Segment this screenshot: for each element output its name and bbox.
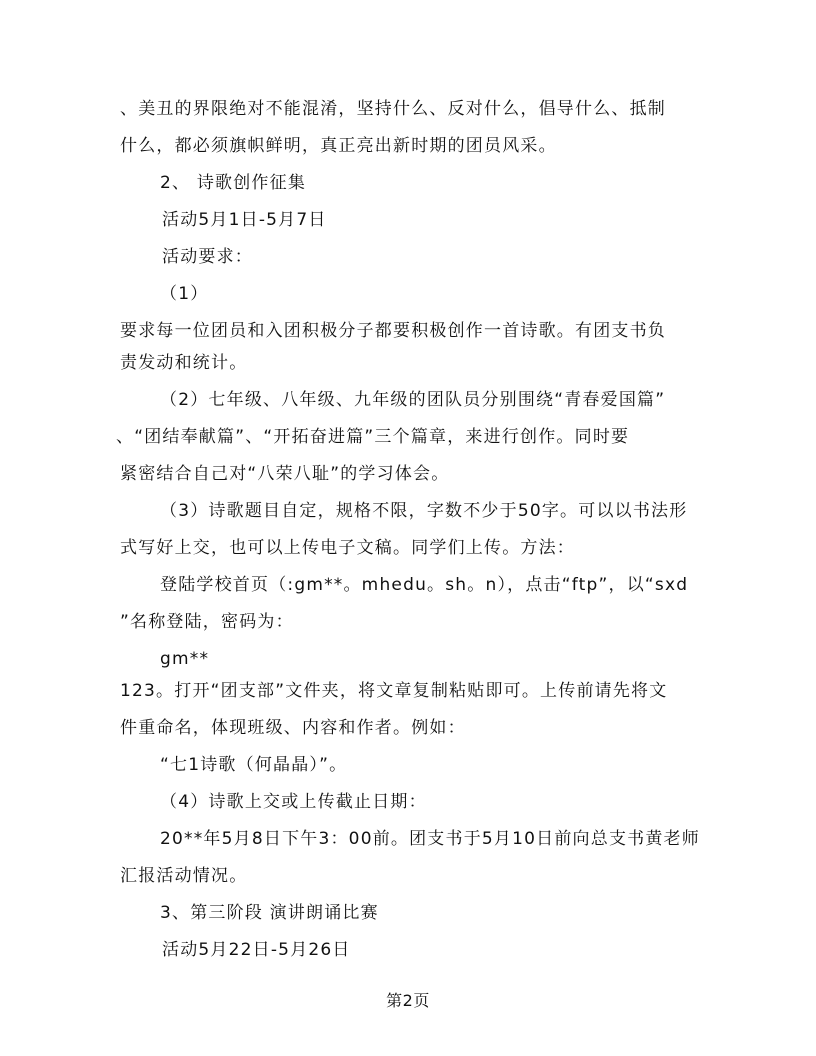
body-text-line: 式写好上交，也可以上传电子文稿。同学们上传。方法： (120, 538, 575, 558)
activity-dates: 活动5月1日-5月7日 (162, 210, 327, 230)
body-text-line: 汇报活动情况。 (120, 866, 248, 886)
body-text-line: 登陆学校首页（:gm**。mhedu。sh。n），点击“ftp”，以“sxd (160, 575, 689, 595)
body-text-line: 责发动和统计。 (120, 353, 248, 373)
section-heading: 3、第三阶段 演讲朗诵比赛 (160, 903, 379, 923)
body-text-line: 紧密结合自己对“八荣八耻”的学习体会。 (120, 464, 450, 484)
body-text-line: （4）诗歌上交或上传截止日期： (160, 792, 427, 812)
body-text-line: （2）七年级、八年级、九年级的团队员分别围绕“青春爱国篇” (160, 390, 666, 410)
requirements-label: 活动要求： (162, 247, 253, 267)
body-text-line: （3）诗歌题目自定，规格不限，字数不少于50字。可以以书法形 (160, 501, 688, 521)
body-text-line: ”名称登陆，密码为： (120, 612, 294, 632)
body-text-line: 123。打开“团支部”文件夹，将文章复制粘贴即可。上传前请先将文 (120, 681, 668, 701)
body-text-line: 什么，都必须旗帜鲜明，真正亮出新时期的团员风采。 (120, 136, 557, 156)
section-heading: 2、 诗歌创作征集 (160, 173, 307, 193)
page-number: 第2页 (386, 991, 430, 1010)
activity-dates: 活动5月22日-5月26日 (162, 940, 351, 960)
body-text-line: 要求每一位团员和入团积极分子都要积极创作一首诗歌。有团支书负 (120, 321, 666, 341)
list-marker: （1） (160, 284, 209, 304)
example-text: “七1诗歌（何晶晶）”。 (160, 755, 348, 775)
body-text-line: 、美丑的界限绝对不能混淆，坚持什么、反对什么，倡导什么、抵制 (120, 99, 666, 119)
body-text-line: 件重命名，体现班级、内容和作者。例如： (120, 718, 466, 738)
body-text-line: 、“团结奉献篇”、“开拓奋进篇”三个篇章，来进行创作。同时要 (116, 427, 630, 447)
body-text-line: 20**年5月8日下午3：00前。团支书于5月10日前向总支书黄老师 (160, 829, 700, 849)
password-text: gm** (160, 649, 210, 669)
